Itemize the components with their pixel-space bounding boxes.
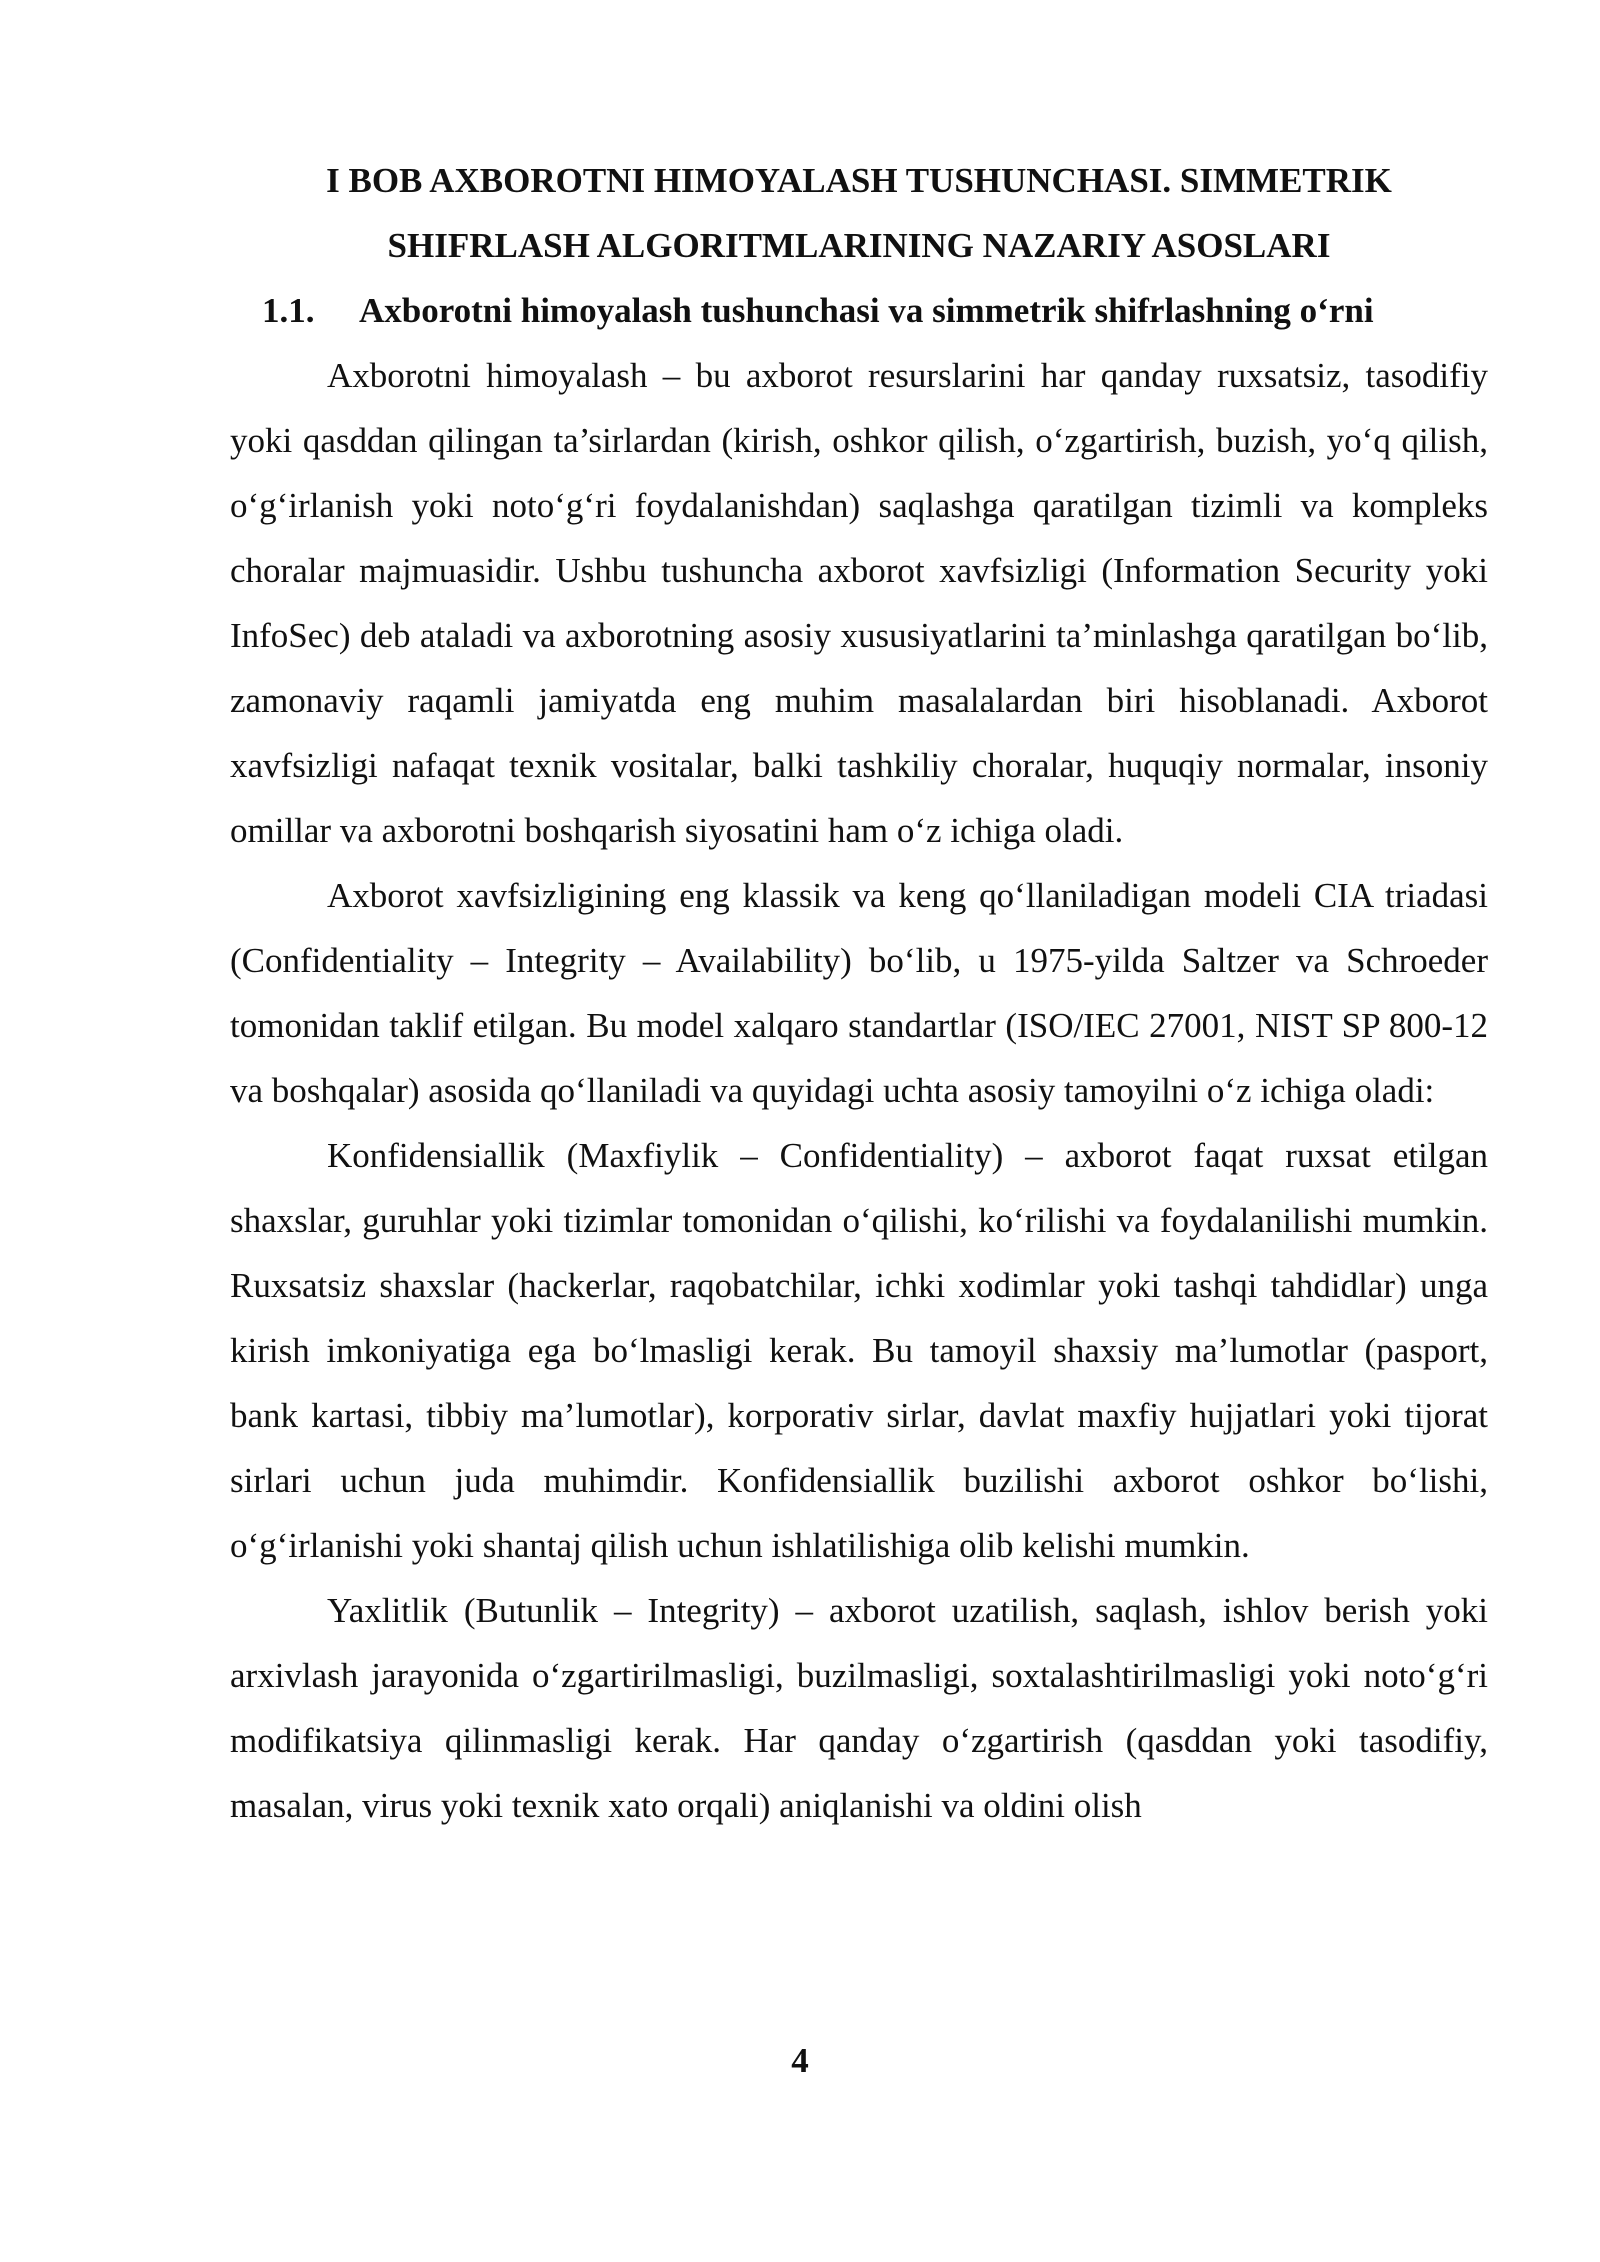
paragraph-cia-triad: Axborot xavfsizligining eng klassik va keng qo‘llaniladigan modeli CIA triadasi (Confidentiality – Integrity – Availability) bo‘lib, u 1975-yilda Saltzer va Schroeder tomonidan taklif etilgan. Bu model xalqaro standartlar (ISO/IEC 27001, NIST SP 800-12 va boshqalar) asosida qo‘llaniladi va quyidagi uchta asosiy tamoyilni o‘z ichiga oladi:: [230, 876, 1488, 1110]
paragraph-integrity: Yaxlitlik (Butunlik – Integrity) – axborot uzatilish, saqlash, ishlov berish yoki arxivlash jarayonida o‘zgartirilmasligi, buzilmasligi, soxtalashtirilmasligi yoki noto‘g‘ri modifikatsiya qilinmasligi kerak. Har qanday o‘zgartirish (qasddan yoki tasodifiy, masalan, virus yoki texnik xato orqali) aniqlanishi va oldini olish: [230, 1591, 1488, 1825]
chapter-title-line-1: I BOB AXBOROTNI HIMOYALASH TUSHUNCHASI. SIMMETRIK: [326, 161, 1392, 200]
paragraph-definition: Axborotni himoyalash – bu axborot resurslarini har qanday ruxsatsiz, tasodifiy yoki qasddan qilingan ta’sirlardan (kirish, oshkor qilish, o‘zgartirish, buzish, yo‘q qilish, o‘g‘irlanish yoki noto‘g‘ri foydalanishdan) saqlashga qaratilgan tizimli va kompleks choralar majmuasidir. Ushbu tushuncha axborot xavfsizligi (Information Security yoki InfoSec) deb ataladi va axborotning asosiy xususiyatlarini ta’minlashga qaratilgan bo‘lib, zamonaviy raqamli jamiyatda eng muhim masalalardan biri hisoblanadi. Axborot xavfsizligi nafaqat texnik vositalar, balki tashkiliy choralar, huquqiy normalar, insoniy omillar va axborotni boshqarish siyosatini ham o‘z ichiga oladi.: [230, 356, 1488, 850]
section-title: Axborotni himoyalash tushunchasi va simmetrik shifrlashning o‘rni: [359, 291, 1374, 330]
chapter-title: [230, 148, 1488, 278]
section-heading: [230, 278, 1488, 343]
chapter-title-line-2: SHIFRLASH ALGORITMLARINING NAZARIY ASOSLARI: [387, 226, 1331, 265]
page-content: [230, 148, 1488, 1838]
page-number: 4: [791, 2041, 809, 2080]
section-number: 1.1.: [262, 291, 315, 330]
paragraph-confidentiality: Konfidensiallik (Maxfiylik – Confidentiality) – axborot faqat ruxsat etilgan shaxslar, guruhlar yoki tizimlar tomonidan o‘qilishi, ko‘rilishi va foydalanilishi mumkin. Ruxsatsiz shaxslar (hackerlar, raqobatchilar, ichki xodimlar yoki tashqi tahdidlar) unga kirish imkoniyatiga ega bo‘lmasligi kerak. Bu tamoyil shaxsiy ma’lumotlar (pasport, bank kartasi, tibbiy ma’lumotlar), korporativ sirlar, davlat maxfiy hujjatlari yoki tijorat sirlari uchun juda muhimdir. Konfidensiallik buzilishi axborot oshkor bo‘lishi, o‘g‘irlanishi yoki shantaj qilish uchun ishlatilishiga olib kelishi mumkin.: [230, 1136, 1488, 1565]
